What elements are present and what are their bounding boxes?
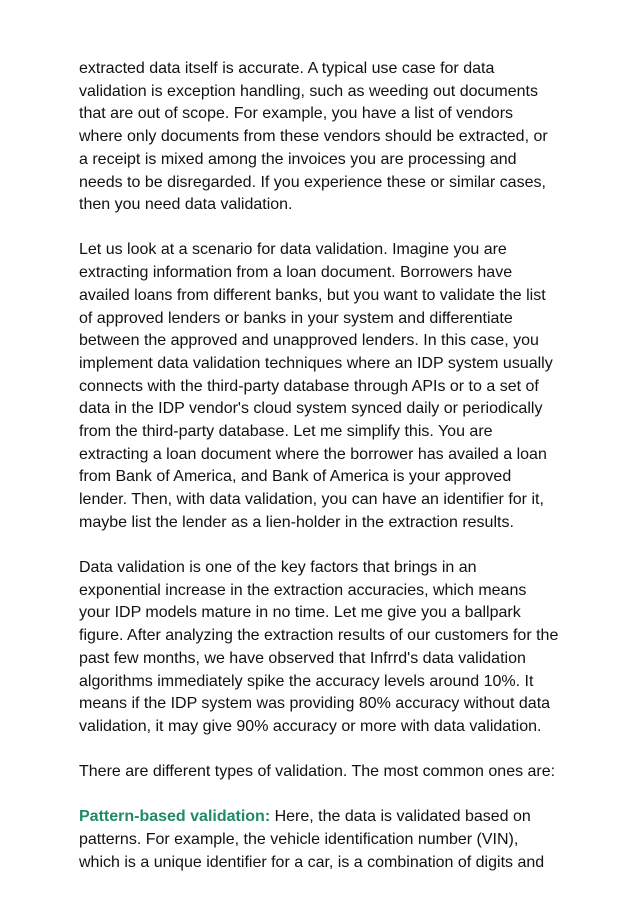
text-line <box>79 806 579 829</box>
text-line: data in the IDP vendor's cloud system synced daily or periodically <box>79 400 543 418</box>
text-line: algorithms immediately spike the accuracy levels around 10%. It <box>79 672 534 690</box>
paragraph-validation-types <box>79 761 579 784</box>
text-line: extracting a loan document where the borrower has availed a loan <box>79 445 547 463</box>
text-fragment: Here, the data is validated based on <box>270 808 531 826</box>
paragraph-pattern-validation <box>79 806 579 874</box>
text-line: implement data validation techniques where an IDP system usually <box>79 354 553 372</box>
text-line: Data validation is one of the key factors that brings in an <box>79 559 477 577</box>
text-line: where only documents from these vendors should be extracted, or <box>79 128 548 146</box>
text-line: needs to be disregarded. If you experience these or similar cases, <box>79 173 546 191</box>
text-line: extracting information from a loan document. Borrowers have <box>79 264 513 282</box>
text-line: patterns. For example, the vehicle identification number (VIN), <box>79 831 519 849</box>
text-line: availed loans from different banks, but you want to validate the list <box>79 286 546 304</box>
text-line: past few months, we have observed that Infrrd's data validation <box>79 649 526 667</box>
text-line: validation, it may give 90% accuracy or more with data validation. <box>79 717 542 735</box>
text-line: lender. Then, with data validation, you can have an identifier for it, <box>79 491 544 509</box>
text-line: extracted data itself is accurate. A typical use case for data <box>79 60 495 77</box>
text-line: means if the IDP system was providing 80% accuracy without data <box>79 695 551 713</box>
text-line: of approved lenders or banks in your system and differentiate <box>79 309 513 327</box>
text-line: which is a unique identifier for a car, is a combination of digits and <box>79 853 545 871</box>
document-page <box>79 58 579 897</box>
text-line: from Bank of America, and Bank of America is your approved <box>79 468 512 486</box>
paragraph-exception-handling <box>79 58 579 217</box>
text-line: There are different types of validation. The most common ones are: <box>79 763 556 781</box>
text-line: your IDP models mature in no time. Let me give you a ballpark <box>79 604 521 622</box>
paragraph-loan-scenario <box>79 239 579 534</box>
text-line: figure. After analyzing the extraction results of our customers for the <box>79 627 559 645</box>
text-line: exponential increase in the extraction accuracies, which means <box>79 581 527 599</box>
pattern-validation-term: Pattern-based validation: <box>79 808 271 826</box>
text-line: between the approved and unapproved lenders. In this case, you <box>79 332 539 350</box>
text-line: connects with the third-party database through APIs or to a set of <box>79 377 539 395</box>
text-line: validation is exception handling, such as weeding out documents <box>79 82 538 100</box>
text-line: maybe list the lender as a lien-holder in the extraction results. <box>79 513 514 531</box>
text-line: that are out of scope. For example, you have a list of vendors <box>79 105 514 123</box>
paragraph-accuracy <box>79 557 579 739</box>
text-line: a receipt is mixed among the invoices you are processing and <box>79 150 517 168</box>
text-line: Let us look at a scenario for data validation. Imagine you are <box>79 241 507 259</box>
text-line: then you need data validation. <box>79 196 293 214</box>
text-line: from the third-party database. Let me simplify this. You are <box>79 423 493 441</box>
